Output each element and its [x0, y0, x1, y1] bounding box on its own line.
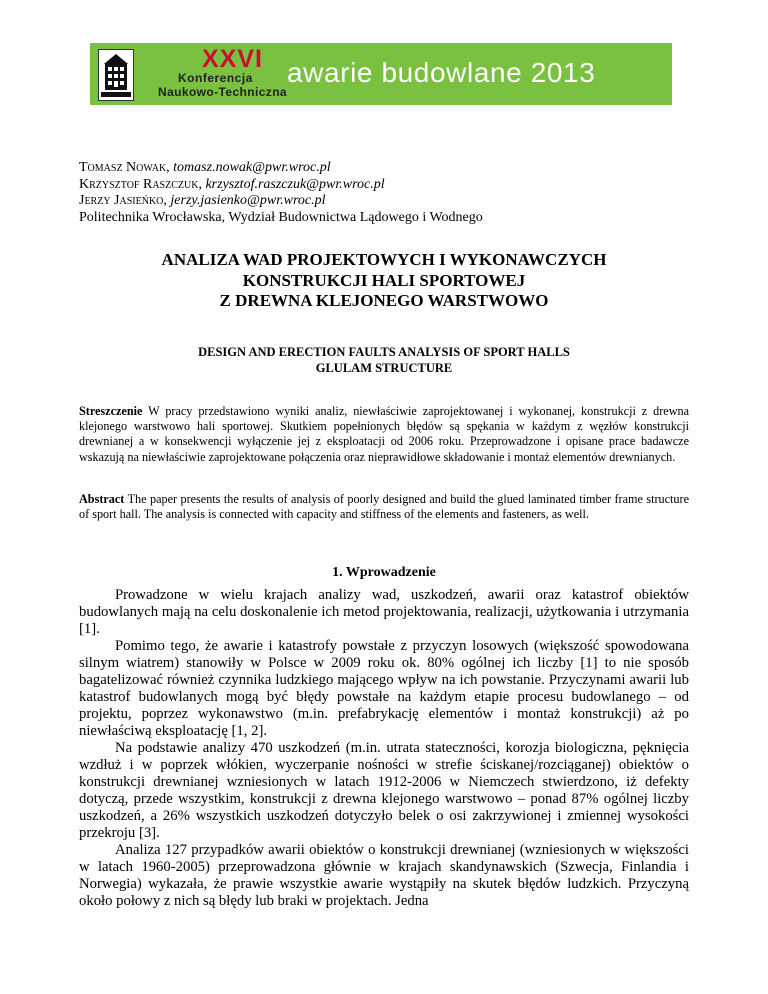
building-logo-icon	[98, 49, 134, 101]
conference-label-line1: Konferencja	[178, 71, 253, 85]
conference-label-line2: Naukowo-Techniczna	[158, 85, 287, 99]
section-body	[79, 587, 689, 910]
paragraph: Analiza 127 przypadków awarii obiektów o konstrukcji drewnianej (wzniesionych w większości w latach 1960-2005) przeprowadzona głównie w krajach skandynawskich (Szwecja, Finlandia i Norwegia) wykazała, że prawie wszystkie awarie wystąpiły na skutek błędów ludzkich. Przyczyną około połowy z nich są błędy lub braki w projektach. Jedna	[79, 842, 689, 909]
author-line: Jerzy Jasieńko, jerzy.jasienko@pwr.wroc.pl	[79, 193, 326, 208]
author-block	[79, 160, 483, 226]
abstract-label: Abstract	[79, 492, 125, 506]
title-line: KONSTRUKCJI HALI SPORTOWEJ	[242, 270, 526, 290]
abstract-text: The paper presents the results of analysis of poorly designed and build the glued laminated timber frame structure of sport hall. The analysis is connected with capacity and stiffness of the elements and fasteners, as well.	[79, 492, 689, 522]
author-name: Krzysztof Raszczuk	[79, 176, 199, 192]
paragraph: Na podstawie analizy 470 uszkodzeń (m.in. utrata stateczności, korozja biologiczna, pęknięcia wzdłuż i w poprzek włókien, wyczerpanie nośności w strefie ściskanej/rozciąganej) obiektów o konstrukcji drewnianej wzniesionych w latach 1912-2006 w Niemczech stwierdzono, iż defekty dotyczą, przede wszystkim, konstrukcji z drewna klejonego warstwowo – ponad 87% ogólnej liczby uszkodzeń, a 26% wszystkich uszkodzeń dotyczyło belek o osi zakrzywionej i zmiennej wysokości przekroju [3].	[79, 740, 689, 841]
author-email: jerzy.jasienko@pwr.wroc.pl	[170, 193, 326, 208]
title-line: GLULAM STRUCTURE	[315, 360, 453, 375]
paragraph: Pomimo tego, że awarie i katastrofy powstałe z przyczyn losowych (większość spowodowana silnym wiatrem) stanowiły w Polsce w 2009 roku ok. 80% ogólnej ich liczby [1] to nie sposób bagatelizować również czynnika ludzkiego mającego wpływ na ich powstanie. Przyczynami awarii lub katastrof budowlanych mogą być błędy powstałe na każdym etapie procesu budowlanego – od projektu, poprzez wykonawstwo (m.in. prefabrykację elementów i montaż konstrukcji) aż po niewłaściwą eksploatację [1, 2].	[79, 638, 689, 739]
streszczenie-label: Streszczenie	[79, 404, 143, 418]
paper-title-polish	[79, 250, 689, 312]
author-line: Krzysztof Raszczuk, krzysztof.raszczuk@pwr.wroc.pl	[79, 176, 385, 192]
streszczenie-text: W pracy przedstawiono wyniki analiz, niewłaściwie zaprojektowanej i wykonanej, konstrukcji z drewna klejonego warstwowo hali sportowej. Skutkiem popełnionych błędów są spękania w każdym z węzłów konstrukcji drewnianej a w konsekwencji wyłączenie jej z eksploatacji od 2006 roku. Przeprowadzone i opisane prace badawcze wskazują na niewłaściwie zaprojektowane połączenia oraz nieprawidłowe składowanie i montaż elementów drewnianych.	[79, 404, 689, 464]
abstract	[79, 492, 689, 522]
title-line: DESIGN AND ERECTION FAULTS ANALYSIS OF SPORT HALLS	[198, 345, 570, 359]
conference-banner	[90, 43, 672, 105]
conference-title: awarie budowlane 2013	[287, 57, 596, 88]
author-line: Tomasz Nowak, tomasz.nowak@pwr.wroc.pl	[79, 160, 331, 175]
paragraph: Prowadzone w wielu krajach analizy wad, uszkodzeń, awarii oraz katastrof obiektów budowlanych mają na celu doskonalenie ich metod projektowania, realizacji, użytkowania i utrzymania [1].	[79, 587, 689, 637]
author-name: Tomasz Nowak	[79, 160, 167, 175]
author-email: krzysztof.raszczuk@pwr.wroc.pl	[205, 176, 385, 192]
title-line: ANALIZA WAD PROJEKTOWYCH I WYKONAWCZYCH	[161, 250, 607, 269]
title-line: Z DREWNA KLEJONEGO WARSTWOWO	[219, 291, 549, 310]
affiliation: Politechnika Wrocławska, Wydział Budownictwa Lądowego i Wodnego	[79, 209, 483, 225]
section-heading: 1. Wprowadzenie	[332, 565, 436, 580]
streszczenie	[79, 404, 689, 465]
author-name: Jerzy Jasieńko	[79, 193, 164, 208]
paper-title-english	[79, 345, 689, 376]
conference-edition: XXVI	[202, 45, 263, 73]
author-email: tomasz.nowak@pwr.wroc.pl	[173, 160, 331, 175]
